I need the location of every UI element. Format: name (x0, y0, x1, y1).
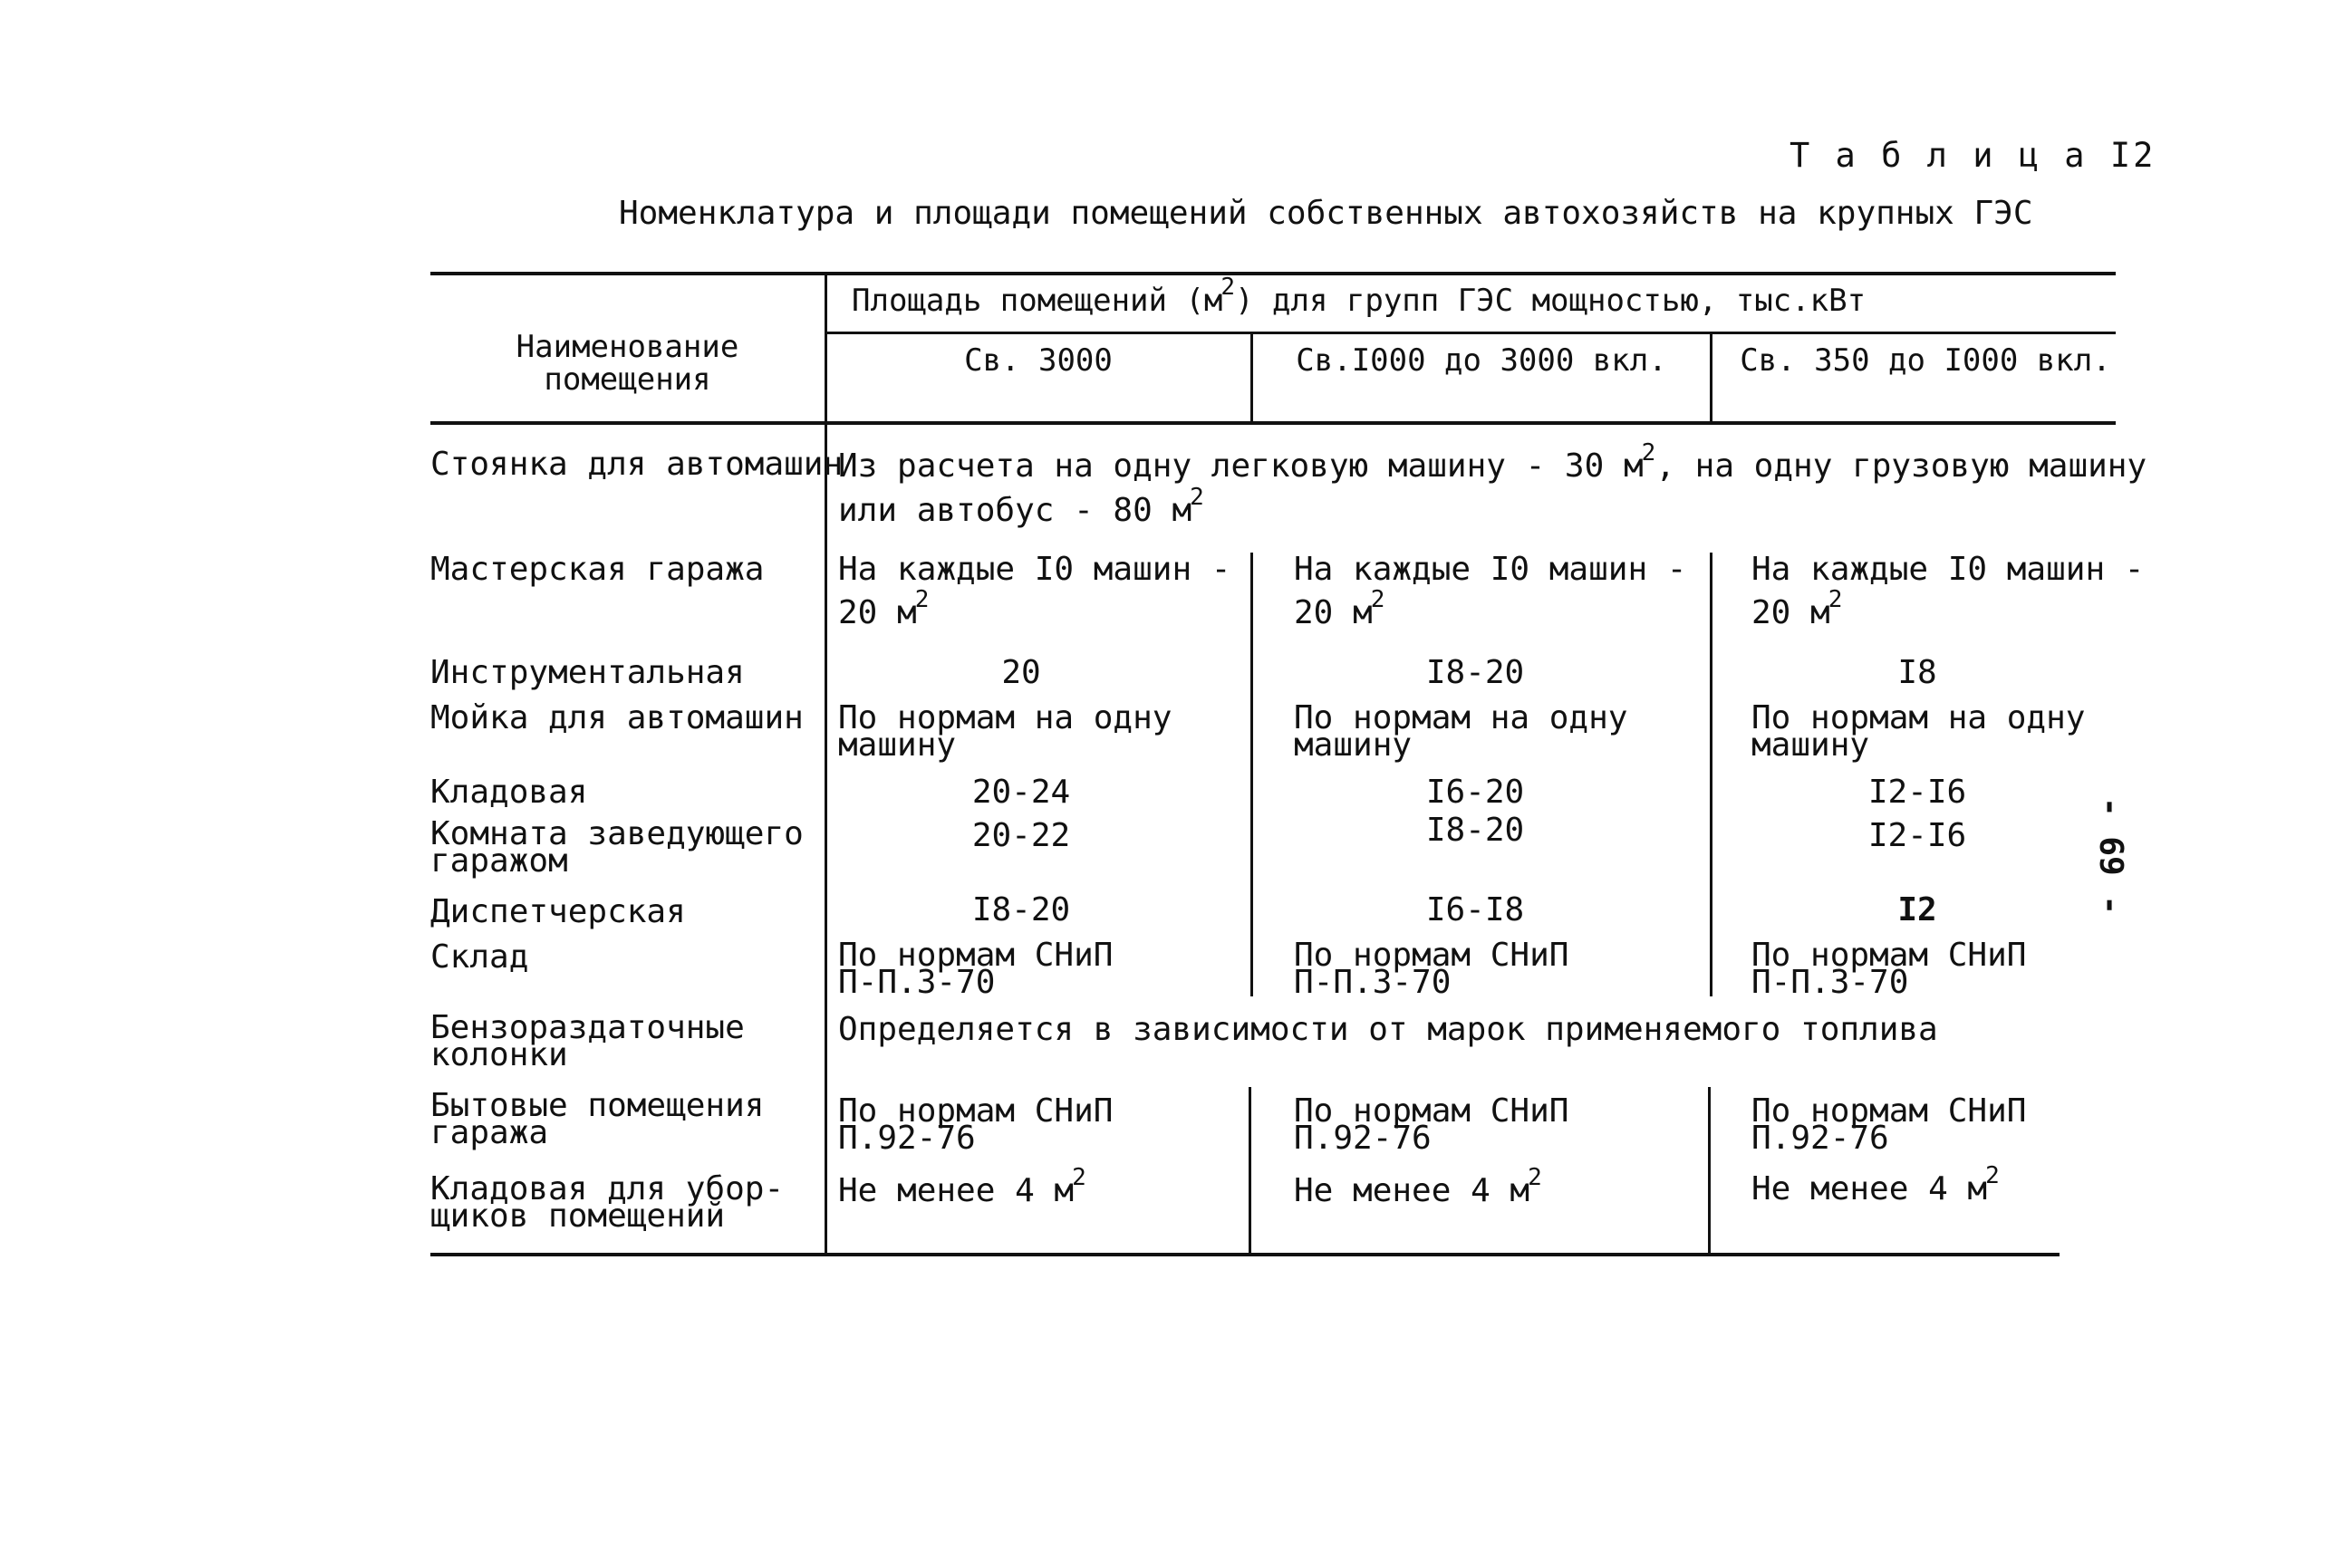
row-name-fuel-pumps: Бензораздаточные колонки (430, 1009, 745, 1073)
row-name-cleaners-storeroom: Кладовая для убор- щиков помещений (430, 1170, 785, 1235)
row-name-parking: Стоянка для автомашин (430, 446, 844, 483)
row-car-wash-col3: По нормам на одну машину (1751, 699, 2086, 764)
row-parking-span-line2: или автобус - 80 $м^2$ (838, 484, 1204, 529)
row-car-wash-col2: По нормам на одну машину (1294, 699, 1628, 764)
row-amenity-rooms-col1: По нормам СНиП П.92-76 (838, 1092, 1114, 1157)
row-dispatch-col2: I6-I8 (1425, 891, 1525, 928)
row-car-wash-col1: По нормам на одну машину (838, 699, 1172, 764)
row-manager-room-col1: 20-22 (971, 817, 1071, 854)
col1-header: Св. 3000 (964, 342, 1113, 379)
row-fuel-pumps-span: Определяется в зависимости от марок применяемого топлива (838, 1011, 1938, 1048)
header-bottom-rule (430, 421, 2116, 425)
table-number: Т а б л и ц а I2 (1790, 136, 2156, 175)
row-warehouse-col3: По нормам СНиП П-П.3-70 (1751, 937, 2027, 1001)
name-column-rule (825, 272, 827, 1255)
row-dispatch-col3: I2 (1897, 891, 1937, 928)
table-bottom-rule (430, 1253, 2060, 1256)
group-caption: Площадь помещений $(м^2)$ для групп ГЭС мощностью, тыс.кВт (852, 274, 1867, 319)
name-column-header-line1: Наименование (516, 329, 739, 365)
row-storeroom-col2: I6-20 (1425, 774, 1525, 811)
row-dispatch-col1: I8-20 (971, 891, 1071, 928)
table-top-rule (430, 272, 2116, 275)
name-column-header (430, 331, 825, 396)
body-col3-rule-a (1710, 553, 1712, 996)
row-workshop-col1: На каждые I0 машин - 20 $м^2$ (838, 551, 1231, 631)
row-cleaners-storeroom-col3: Не менее 4 $м^2$ (1751, 1162, 2000, 1207)
row-storeroom-col3: I2-I6 (1867, 774, 1967, 811)
row-amenity-rooms-col2: По нормам СНиП П.92-76 (1294, 1092, 1569, 1157)
table-title: Номенклатура и площади помещений собственных автохозяйств на крупных ГЭС (619, 195, 2033, 232)
row-name-tool-room: Инструментальная (430, 654, 745, 691)
body-col3-rule-b (1708, 1087, 1711, 1255)
page-number: - 69 - (2092, 797, 2129, 916)
row-name-manager-room: Комната заведующего гаражом (430, 815, 804, 880)
row-name-car-wash: Мойка для автомашин (430, 699, 804, 736)
row-workshop-col3: На каждые I0 машин - 20 $м^2$ (1751, 551, 2145, 631)
row-warehouse-col2: По нормам СНиП П-П.3-70 (1294, 937, 1569, 1001)
row-name-warehouse: Склад (430, 938, 529, 976)
row-manager-room-col3: I2-I6 (1867, 817, 1967, 854)
row-tool-room-col2: I8-20 (1425, 654, 1525, 691)
row-name-dispatch: Диспетчерская (430, 893, 686, 930)
row-amenity-rooms-col3: По нормам СНиП П.92-76 (1751, 1092, 2027, 1157)
name-column-header-line2: помещения (544, 361, 711, 398)
row-warehouse-col1: По нормам СНиП П-П.3-70 (838, 937, 1114, 1001)
row-name-storeroom: Кладовая (430, 774, 588, 811)
col3-header: Св. 350 до I000 вкл. (1740, 342, 2111, 379)
row-parking-span-line1: Из расчета на одну легковую машину - 30 $м^2$, на одну грузовую машину (838, 439, 2147, 485)
row-cleaners-storeroom-col1: Не менее 4 $м^2$ (838, 1164, 1086, 1209)
row-name-workshop: Мастерская гаража (430, 551, 765, 588)
row-workshop-col2: На каждые I0 машин - 20 $м^2$ (1294, 551, 1687, 631)
row-cleaners-storeroom-col2: Не менее 4 $м^2$ (1294, 1164, 1542, 1209)
body-col2-rule-b (1249, 1087, 1251, 1255)
row-tool-room-col3: I8 (1897, 654, 1937, 691)
row-name-amenity-rooms: Бытовые помещения гаража (430, 1087, 765, 1151)
header-subgroup-rule (826, 332, 2116, 334)
body-col2-rule-a (1250, 553, 1253, 996)
col2-header: Св.I000 до 3000 вкл. (1296, 342, 1667, 379)
row-manager-room-col2: I8-20 (1425, 812, 1525, 849)
row-tool-room-col1: 20 (1001, 654, 1041, 691)
row-storeroom-col1: 20-24 (971, 774, 1071, 811)
